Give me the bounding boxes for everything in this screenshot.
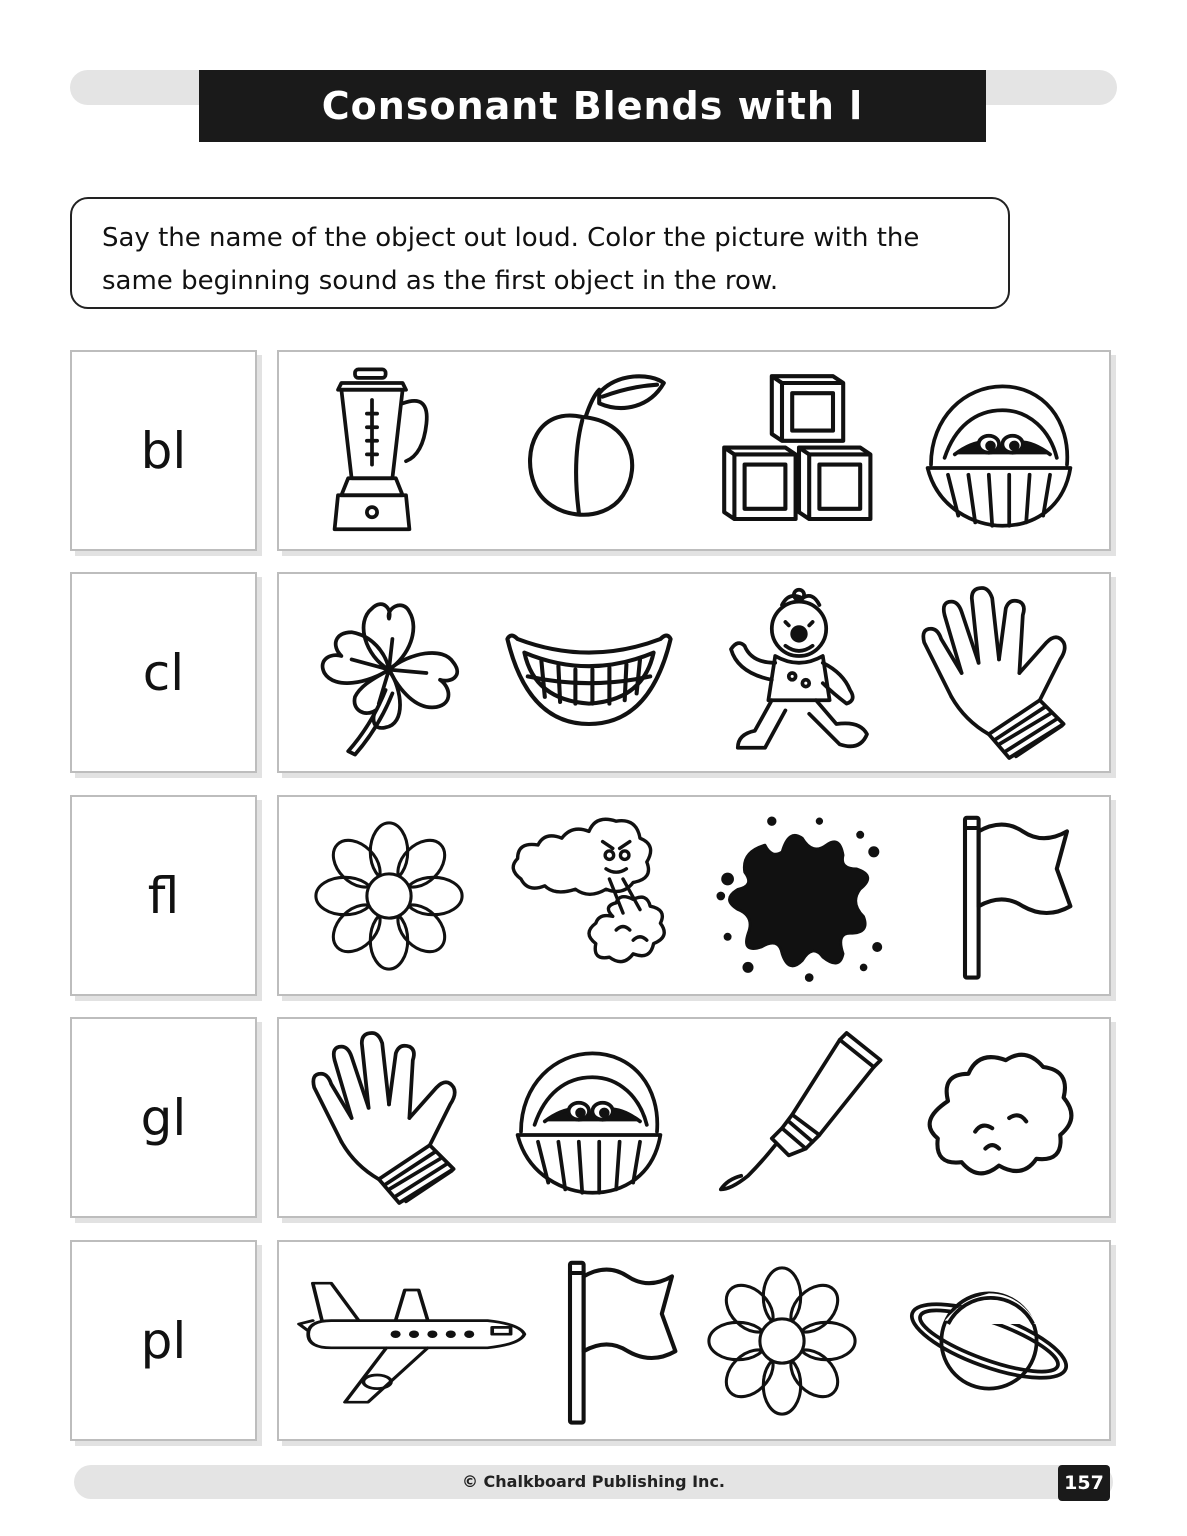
blend-label-box — [70, 1017, 257, 1218]
instructions-box — [70, 197, 1010, 309]
blowing-cloud-icon[interactable] — [489, 797, 689, 994]
clam-icon[interactable] — [899, 352, 1099, 549]
page-title: Consonant Blends with l — [199, 70, 986, 142]
picture-box — [277, 572, 1111, 773]
instructions-line-1: Say the name of the object out loud. Color the picture with the — [102, 223, 920, 253]
picture-box — [277, 350, 1111, 551]
airplane-icon[interactable] — [289, 1242, 539, 1439]
blend-label: gl — [140, 1088, 187, 1147]
blend-label: fl — [147, 866, 180, 925]
picture-box — [277, 795, 1111, 996]
picture-box — [277, 1017, 1111, 1218]
clover-icon[interactable] — [289, 574, 489, 771]
flower-icon[interactable] — [289, 797, 489, 994]
cloud-icon[interactable] — [899, 1019, 1099, 1216]
blend-row-pl — [70, 1240, 1113, 1443]
blend-label: cl — [142, 643, 185, 702]
blend-row-gl — [70, 1017, 1113, 1220]
blend-label-box — [70, 795, 257, 996]
blocks-icon[interactable] — [699, 352, 899, 549]
blend-label-box — [70, 1240, 257, 1441]
glove-icon[interactable] — [289, 1019, 489, 1216]
instructions-line-2: same beginning sound as the first object in the row. — [102, 266, 779, 296]
blend-row-cl — [70, 572, 1113, 775]
flower-icon[interactable] — [677, 1242, 887, 1439]
flag-icon[interactable] — [899, 797, 1099, 994]
clown-icon[interactable] — [699, 574, 899, 771]
blend-label-box — [70, 572, 257, 773]
page-number: 157 — [1058, 1465, 1110, 1501]
smile-icon[interactable] — [489, 574, 689, 771]
copyright-text: © Chalkboard Publishing Inc. — [461, 1472, 726, 1491]
blend-row-bl — [70, 350, 1113, 553]
blend-label-box — [70, 350, 257, 551]
clam-icon[interactable] — [489, 1019, 689, 1216]
flag-icon[interactable] — [519, 1242, 689, 1439]
planet-icon[interactable] — [879, 1242, 1099, 1439]
glove-icon[interactable] — [899, 574, 1099, 771]
blend-label: bl — [140, 421, 187, 480]
glue-tube-icon[interactable] — [699, 1019, 899, 1216]
plum-icon[interactable] — [489, 352, 689, 549]
blender-icon[interactable] — [289, 352, 489, 549]
picture-box — [277, 1240, 1111, 1441]
splat-icon[interactable] — [699, 797, 899, 994]
blend-row-fl — [70, 795, 1113, 998]
blend-label: pl — [140, 1311, 187, 1370]
